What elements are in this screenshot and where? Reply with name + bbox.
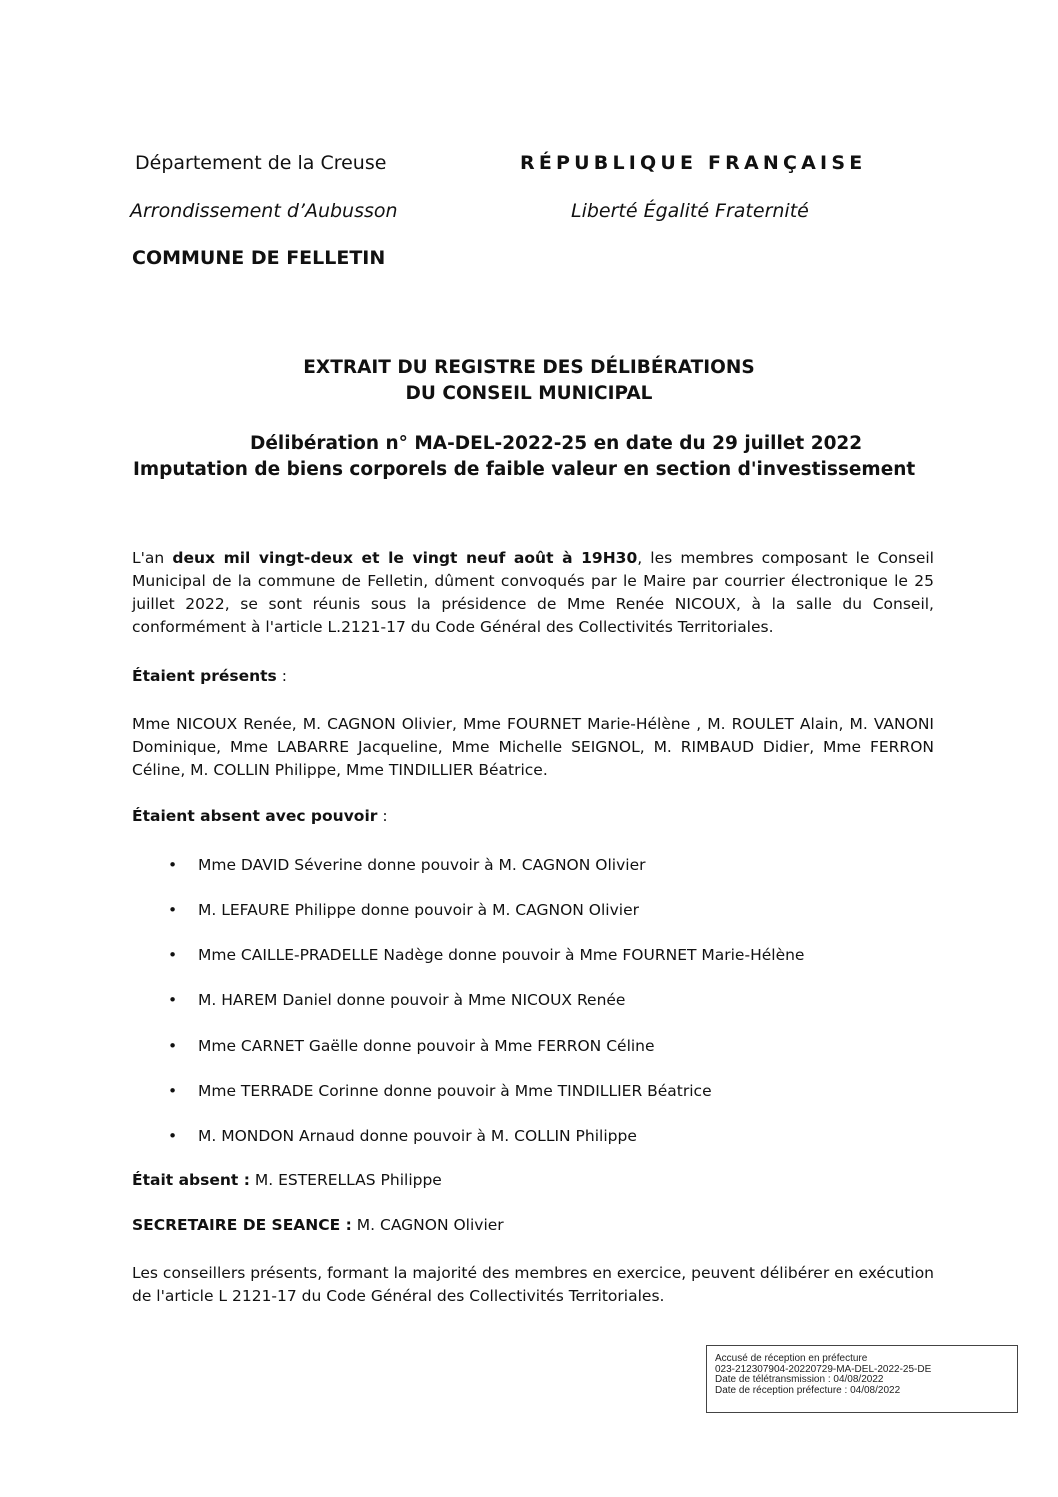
list-item (168, 856, 645, 874)
list-item (168, 946, 804, 964)
absent-proxy-label: Étaient absent avec pouvoir (132, 807, 378, 825)
list-item (168, 1082, 712, 1100)
department-label: Département de la Creuse (135, 152, 387, 174)
intro-prefix: L'an (132, 549, 173, 567)
list-item (168, 1037, 655, 1055)
list-item (168, 901, 639, 919)
title-line-2: DU CONSEIL MUNICIPAL (405, 383, 653, 404)
bullet-icon: • (168, 856, 178, 874)
title-line-1: EXTRAIT DU REGISTRE DES DÉLIBÉRATIONS (303, 357, 755, 378)
bullet-icon: • (168, 1082, 178, 1100)
proxy-text: Mme CAILLE-PRADELLE Nadège donne pouvoir à Mme FOURNET Marie-Hélène (198, 946, 805, 964)
list-item (168, 1127, 637, 1145)
proxy-text: M. HAREM Daniel donne pouvoir à Mme NICOUX Renée (198, 991, 626, 1009)
proxy-text: Mme TERRADE Corinne donne pouvoir à Mme TINDILLIER Béatrice (198, 1082, 712, 1100)
bullet-icon: • (168, 1037, 178, 1055)
secretary-line (132, 1216, 504, 1234)
proxy-text: M. MONDON Arnaud donne pouvoir à M. COLLIN Philippe (198, 1127, 637, 1145)
absent-label: Était absent : (132, 1171, 250, 1189)
commune-label: COMMUNE DE FELLETIN (132, 247, 386, 269)
present-colon: : (276, 667, 287, 685)
absent-value: M. ESTERELLAS Philippe (249, 1171, 442, 1189)
proxy-text: Mme CARNET Gaëlle donne pouvoir à Mme FERRON Céline (198, 1037, 655, 1055)
bullet-icon: • (168, 901, 178, 919)
intro-suffix: , les membres composant le Conseil Municipal de la commune de Felletin, dûment convoqués par le Maire par courrier électronique le 25 juillet 2022, se sont réunis sous la présidence de Mme Renée NICOUX, à la salle du Conseil, conformément à l'article L.2121-17 du Code Général des Collectivités Territoriales. (132, 549, 934, 636)
proxy-text: M. LEFAURE Philippe donne pouvoir à M. CAGNON Olivier (198, 901, 639, 919)
republic-label: RÉPUBLIQUE FRANÇAISE (520, 152, 867, 174)
receipt-line-4: Date de réception préfecture : 04/08/2022 (715, 1384, 901, 1396)
present-heading (132, 667, 287, 685)
prefecture-receipt-stamp (706, 1345, 1018, 1413)
absent-proxy-colon: : (377, 807, 388, 825)
bullet-icon: • (168, 1127, 178, 1145)
proxy-text: Mme DAVID Séverine donne pouvoir à M. CAGNON Olivier (198, 856, 646, 874)
present-label: Étaient présents (132, 667, 277, 685)
deliberation-subject: Imputation de biens corporels de faible valeur en section d'investissement (133, 459, 916, 480)
receipt-line-1: Accusé de réception en préfecture (715, 1353, 868, 1364)
motto-label: Liberté Égalité Fraternité (571, 200, 809, 222)
intro-date: deux mil vingt-deux et le vingt neuf août à 19H30 (172, 549, 638, 567)
absent-line (132, 1171, 442, 1189)
absent-proxy-heading (132, 807, 388, 825)
receipt-line-3: Date de télétransmission : 04/08/2022 (715, 1374, 884, 1385)
deliberation-number: Délibération n° MA-DEL-2022-25 en date du 29 juillet 2022 (250, 433, 863, 454)
bullet-icon: • (168, 991, 178, 1009)
intro-paragraph (132, 547, 934, 639)
closing-paragraph: Les conseillers présents, formant la majorité des membres en exercice, peuvent délibérer en exécution de l'article L 2121-17 du Code Général des Collectivités Territoriales. (132, 1264, 934, 1305)
present-names: Mme NICOUX Renée, M. CAGNON Olivier, Mme FOURNET Marie-Hélène , M. ROULET Alain, M. VANONI Dominique, Mme LABARRE Jacqueline, Mme Michelle SEIGNOL, M. RIMBAUD Didier, Mme FERRON Céline, M. COLLIN Philippe, Mme TINDILLIER Béatrice. (132, 715, 934, 779)
secretary-label: SECRETAIRE DE SEANCE : (132, 1216, 352, 1234)
arrondissement-label: Arrondissement d’Aubusson (130, 200, 398, 222)
receipt-line-2: 023-212307904-20220729-MA-DEL-2022-25-DE (715, 1363, 932, 1375)
list-item (168, 991, 625, 1009)
secretary-value: M. CAGNON Olivier (351, 1216, 504, 1234)
bullet-icon: • (168, 946, 178, 964)
